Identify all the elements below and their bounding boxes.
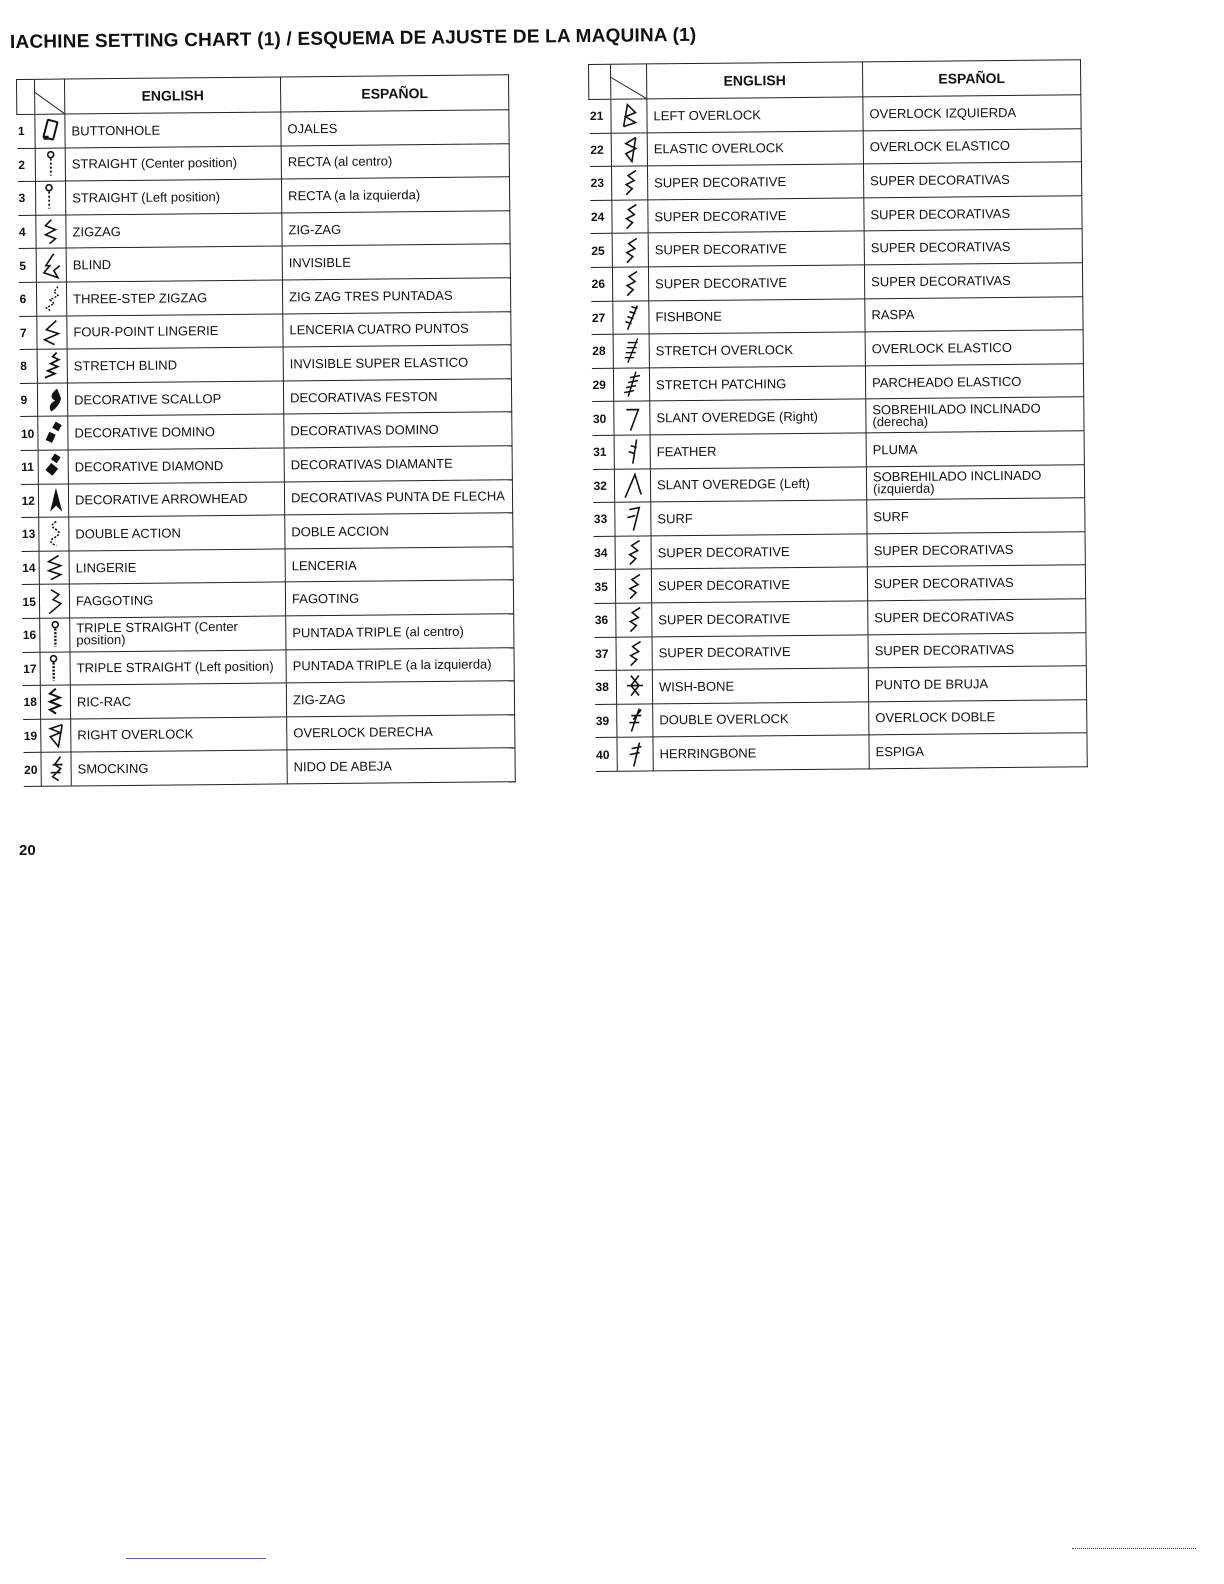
english-name: BLIND [66,246,282,282]
spanish-name: ESPIGA [869,733,1087,769]
machine-setting-chart-right [588,59,1088,772]
table-row [20,446,512,484]
stretch-blind-icon [37,349,67,383]
chart-left-body [17,110,515,787]
triple-straight-center-icon [40,618,70,652]
straight-left-icon [35,181,65,215]
chart-header-row [17,75,509,115]
table-row [589,162,1081,200]
double-action-icon [39,517,69,551]
table-row [590,263,1082,301]
table-row [590,196,1082,234]
english-name: SUPER DECORATIVE [647,164,863,200]
english-name: DOUBLE OVERLOCK [653,702,869,738]
spanish-name: DECORATIVAS PUNTA DE FLECHA [284,479,512,515]
table-row [589,128,1081,166]
spanish-name: SUPER DECORATIVAS [863,162,1081,198]
row-number: 35 [593,570,615,604]
spanish-name: OVERLOCK IZQUIERDA [863,95,1081,131]
spanish-name: PUNTADA TRIPLE (al centro) [286,614,514,650]
spanish-name: SUPER DECORATIVAS [864,229,1082,265]
table-row [18,211,510,249]
english-name: ELASTIC OVERLOCK [647,130,863,166]
spanish-name: DECORATIVAS DOMINO [284,412,512,448]
machine-setting-chart-left [16,74,516,787]
header-spanish: ESPAÑOL [280,75,508,112]
table-row [592,464,1084,502]
english-name: STRETCH OVERLOCK [649,332,865,368]
table-row [20,412,512,450]
table-row [19,345,511,383]
super-decorative-icon [615,536,651,570]
row-number: 34 [593,536,615,570]
english-name: SUPER DECORATIVE [648,231,864,267]
row-number: 38 [594,670,616,704]
table-row [595,699,1087,737]
english-name: STRETCH PATCHING [649,366,865,402]
smocking-icon [41,752,71,786]
table-row [17,110,509,148]
double-overlock-icon [617,704,653,738]
table-row [591,364,1083,402]
row-number: 10 [20,417,38,451]
row-number: 11 [20,450,38,484]
domino-icon [38,416,68,450]
left-overlock-icon [611,99,647,133]
page-number: 20 [19,842,36,859]
spanish-name: ZIG ZAG TRES PUNTADAS [282,278,510,314]
table-row [591,330,1083,368]
fishbone-icon [613,300,649,334]
row-number: 12 [20,484,38,518]
english-name: FEATHER [650,433,866,469]
row-number: 20 [23,753,41,787]
lingerie-icon [39,551,69,585]
english-name: TRIPLE STRAIGHT (Left position) [70,649,286,685]
spanish-name: OVERLOCK DERECHA [287,714,515,750]
english-name: THREE-STEP ZIGZAG [66,280,282,316]
spanish-name: ZIG-ZAG [286,681,514,717]
row-number: 27 [591,301,613,335]
english-name: STRAIGHT (Left position) [65,179,281,215]
table-row [17,177,509,215]
row-number: 36 [594,603,616,637]
spanish-name: ZIG-ZAG [282,211,510,247]
faggoting-icon [39,584,69,618]
table-row [594,599,1086,637]
header-english: ENGLISH [65,77,281,114]
spanish-name: PARCHEADO ELASTICO [865,364,1083,400]
row-number: 17 [22,652,40,686]
spanish-name: OVERLOCK ELASTICO [865,330,1083,366]
super-decorative-icon [616,636,652,670]
super-decorative-icon [612,200,648,234]
row-number: 31 [592,435,614,469]
table-row [19,379,511,417]
english-name: STRETCH BLIND [67,347,283,383]
english-name: SLANT OVEREDGE (Left) [650,466,866,502]
english-name: SUPER DECORATIVE [651,567,867,603]
table-row [18,244,510,282]
english-name: SURF [651,500,867,536]
chart-header-row [589,60,1081,100]
row-number: 14 [21,551,39,585]
english-name: SUPER DECORATIVE [652,634,868,670]
spanish-name: DOBLE ACCION [285,513,513,549]
scallop-icon [37,383,67,417]
spanish-name: RASPA [865,296,1083,332]
spanish-name: OJALES [281,110,509,146]
row-number: 37 [594,637,616,671]
zigzag-icon [36,215,66,249]
english-name: SMOCKING [71,750,287,786]
spanish-name: DECORATIVAS DIAMANTE [284,446,512,482]
english-name: TRIPLE STRAIGHT (Center position) [70,616,286,652]
spanish-name: SUPER DECORATIVAS [864,196,1082,232]
header-corner-symbol [35,79,65,114]
row-number: 4 [18,215,36,249]
spanish-name: INVISIBLE SUPER ELASTICO [283,345,511,381]
spanish-name: SURF [867,498,1085,534]
header-english: ENGLISH [647,62,863,99]
blind-icon [36,248,66,282]
ric-rac-icon [40,685,70,719]
english-name: ZIGZAG [66,213,282,249]
spanish-name: PUNTADA TRIPLE (a la izquierda) [286,647,514,683]
page-title: IACHINE SETTING CHART (1) / ESQUEMA DE AJUSTE DE LA MAQUINA (1) [9,24,697,53]
wish-bone-icon [616,670,652,704]
spanish-name: RECTA (a la izquierda) [281,177,509,213]
right-overlock-icon [41,719,71,753]
surf-icon [615,502,651,536]
arrowhead-icon [38,484,68,518]
header-corner-symbol [611,64,647,99]
straight-center-icon [35,148,65,182]
stretch-patching-icon [613,368,649,402]
table-row [18,278,510,316]
spanish-name: LENCERIA [285,546,513,582]
spanish-name: PUNTO DE BRUJA [868,666,1086,702]
row-number: 1 [17,114,35,148]
row-number: 39 [595,704,617,738]
row-number: 25 [590,234,612,268]
chart-right-body [589,95,1087,772]
table-row [593,565,1085,603]
table-row [591,296,1083,334]
spanish-name: OVERLOCK DOBLE [869,699,1087,735]
row-number: 6 [18,282,36,316]
super-decorative-icon [612,233,648,267]
english-name: SUPER DECORATIVE [648,198,864,234]
table-row [17,143,509,181]
row-number: 29 [591,368,613,402]
header-corner-number [589,64,611,99]
table-row [589,95,1081,133]
english-name: SUPER DECORATIVE [651,534,867,570]
row-number: 2 [17,148,35,182]
table-row [592,431,1084,469]
english-name: LEFT OVERLOCK [647,97,863,133]
stretch-overlock-icon [613,334,649,368]
spanish-name: LENCERIA CUATRO PUNTOS [283,311,511,347]
super-decorative-icon [616,603,652,637]
spanish-name: INVISIBLE [282,244,510,280]
table-row [19,311,511,349]
triple-straight-left-icon [40,652,70,686]
spanish-name: FAGOTING [285,580,513,616]
english-name: HERRINGBONE [653,735,869,771]
header-corner-number [17,79,35,114]
four-point-lingerie-icon [37,316,67,350]
table-row [23,714,515,752]
table-row [22,614,514,652]
row-number: 28 [591,334,613,368]
spanish-name: SUPER DECORATIVAS [864,263,1082,299]
spanish-name: SUPER DECORATIVAS [867,565,1085,601]
english-name: SUPER DECORATIVE [652,601,868,637]
row-number: 22 [589,133,611,167]
buttonhole-icon [35,114,65,148]
english-name: WISH-BONE [652,668,868,704]
header-spanish: ESPAÑOL [862,60,1080,97]
herringbone-icon [617,737,653,771]
table-row [20,479,512,517]
table-row [22,647,514,685]
super-decorative-icon [615,569,651,603]
english-name: LINGERIE [69,549,285,585]
row-number: 19 [23,719,41,753]
table-row [592,397,1084,435]
feather-icon [614,435,650,469]
row-number: 9 [19,383,37,417]
table-row [21,513,513,551]
row-number: 40 [595,738,617,772]
row-number: 7 [19,316,37,350]
spanish-name: SUPER DECORATIVAS [868,599,1086,635]
spanish-name: NIDO DE ABEJA [287,748,515,784]
spanish-name: OVERLOCK ELASTICO [863,128,1081,164]
footer-rule [126,1558,266,1559]
elastic-overlock-icon [611,133,647,167]
spanish-name: SOBREHILADO INCLINADO (derecha) [866,397,1084,433]
super-decorative-icon [612,267,648,301]
three-step-zigzag-icon [36,282,66,316]
table-row [22,681,514,719]
spanish-name: SUPER DECORATIVAS [867,531,1085,567]
table-row [21,580,513,618]
english-name: DECORATIVE ARROWHEAD [68,481,284,517]
spanish-name: SUPER DECORATIVAS [868,632,1086,668]
row-number: 21 [589,99,611,133]
row-number: 33 [593,502,615,536]
footer-dotted-rule [1072,1548,1196,1549]
spanish-name: SOBREHILADO INCLINADO (izquierda) [866,464,1084,500]
english-name: FISHBONE [649,298,865,334]
table-row [594,632,1086,670]
slant-overedge-right-icon [614,401,650,435]
slant-overedge-left-icon [614,468,650,502]
row-number: 15 [21,585,39,619]
table-row [590,229,1082,267]
table-row [595,733,1087,771]
english-name: RIGHT OVERLOCK [71,717,287,753]
table-row [593,531,1085,569]
spanish-name: PLUMA [866,431,1084,467]
english-name: FAGGOTING [69,582,285,618]
table-row [21,546,513,584]
super-decorative-icon [611,166,647,200]
english-name: DECORATIVE DOMINO [68,414,284,450]
english-name: FOUR-POINT LINGERIE [67,314,283,350]
english-name: DECORATIVE DIAMOND [68,448,284,484]
row-number: 30 [592,402,614,436]
spanish-name: DECORATIVAS FESTON [283,379,511,415]
english-name: SUPER DECORATIVE [648,265,864,301]
english-name: RIC-RAC [70,683,286,719]
row-number: 18 [22,685,40,719]
row-number: 5 [18,249,36,283]
english-name: BUTTONHOLE [65,112,281,148]
row-number: 13 [21,517,39,551]
english-name: SLANT OVEREDGE (Right) [650,399,866,435]
row-number: 3 [17,182,35,216]
english-name: DOUBLE ACTION [69,515,285,551]
row-number: 8 [19,349,37,383]
table-row [23,748,515,786]
english-name: STRAIGHT (Center position) [65,146,281,182]
row-number: 26 [590,267,612,301]
row-number: 16 [22,618,40,652]
row-number: 32 [592,469,614,503]
spanish-name: RECTA (al centro) [281,143,509,179]
row-number: 24 [590,200,612,234]
diamond-icon [38,450,68,484]
table-row [594,666,1086,704]
row-number: 23 [589,166,611,200]
english-name: DECORATIVE SCALLOP [67,381,283,417]
table-row [593,498,1085,536]
